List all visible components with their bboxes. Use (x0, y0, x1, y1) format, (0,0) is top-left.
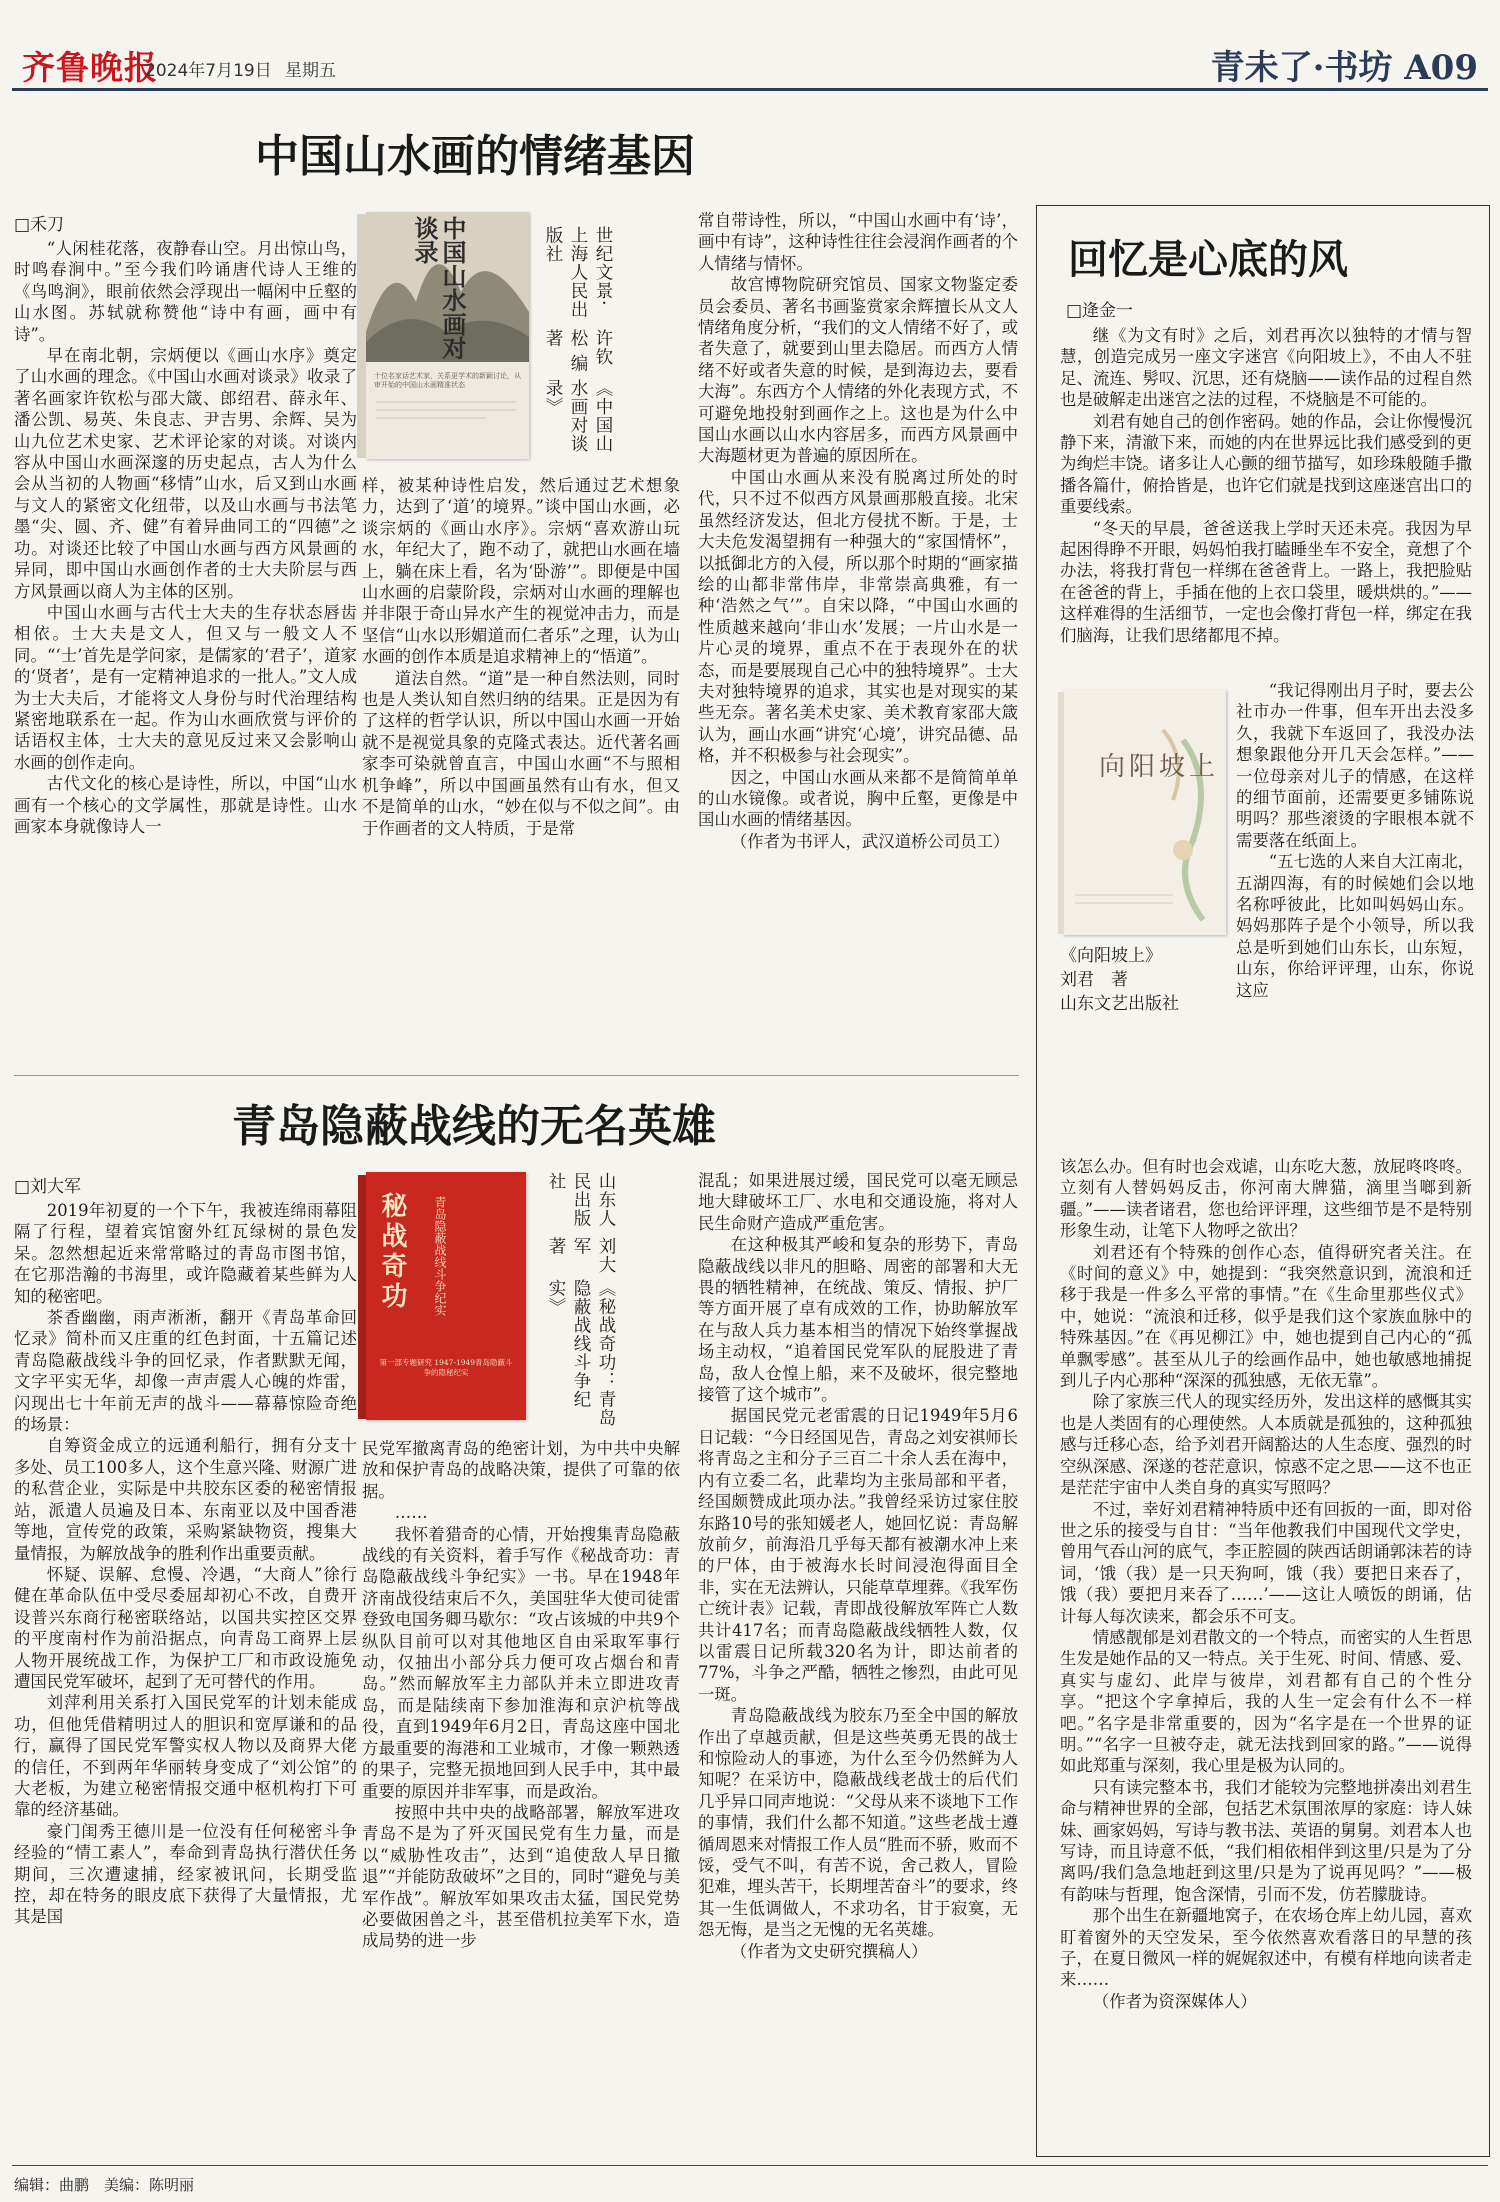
ellipsis: …… (394, 1503, 428, 1523)
article3-author: □逄金一 (1066, 301, 1134, 321)
paragraph: 只有读完整本书，我们才能较为完整地拼凑出刘君生命与精神世界的全部，包括艺术氛围浓厚的家庭：诗人妹妹、画家妈妈，写诗与教书法、英语的舅舅。刘君本人也写诗，而且诗意不低，“我们相依相伴到这里/只是为了分离吗/我们急急地赶到这里/只是为了说再见吗？”——极有韵味与哲理，饱含深情，引而不发，仿若朦胧诗。 (1060, 1777, 1472, 1904)
cover-subtitle: 十位名家话艺术家，关系更学术的新颖讨论，从审开始的中国山水画精准状态 (374, 372, 521, 389)
paragraph: 继《为文有时》之后，刘君再次以独特的才情与智慧，创造完成另一座文字迷宫《向阳坡上》，不由人不驻足、流连、髣叹、沉思，还有烧脑——读作品的过程自然也是破解走出迷宫之法的过程，不烧脑是不可能的。 (1060, 326, 1472, 410)
paragraph: 中国山水画从来没有脱离过所处的时代，只不过不似西方风景画那般直接。北宋虽然经济发达，但北方侵扰不断。于是，士大夫危发渴望拥有一种强大的“家国情怀”，以抵御北方的入侵，所以那个时期的“画家描绘的山都非常伟岸，非常崇高典雅，有一种‘浩然之气’”。自宋以降，“中国山水画的性质越来越向‘非山水’发展；一片山水是一片心灵的境界，重点不在于表现外在的状态，而是要展现自己心中的独特境界”。士大夫对独特境界的追求，其实也是对现实的某些无奈。著名美术史家、美术教育家邵大箴认为，画山水画“讲究‘心境’，讲究品德、品格，并不积极参与社会现实”。 (698, 467, 1018, 766)
article1-column-1 (14, 238, 357, 1060)
article2-column-1 (14, 1200, 357, 2140)
paragraph: 样，被某种诗性启发，然后通过艺术想象力，达到了‘道’的境界。”谈中国山水画，必谈宗炳的《画山水序》。宗炳“喜欢游山玩水，年纪大了，跑不动了，就把山水画在墙上，躺在床上看，名为‘卧游’”。即便是中国山水画的启蒙阶段，宗炳对山水画的理解也并非限于奇山异水产生的视觉冲击力，而是坚信“山水以形媚道而仁者乐”之理，认为山水画的创作本质是追求精神上的“悟道”。 (362, 476, 680, 667)
book-spine (1058, 692, 1064, 934)
paragraph: 道法自然。“道”是一种自然法则，同时也是人类认知自然归纳的结果。正是因为有了这样的哲学认识，所以中国山水画一开始就不是视觉具象的克隆式表达。近代著名画家李可染就曾直言，中国山水画“不与照相机争峰”，所以中国画虽然有山有水，但又不是简单的山水，“妙在似与不似之间”。由于作画者的文人特质，于是常 (362, 668, 680, 838)
article1-column-2 (362, 475, 680, 1060)
article1-title: 中国山水画的情绪基因 (255, 131, 695, 182)
issue-weekday: 星期五 (285, 61, 336, 81)
article1-author: □禾刀 (14, 215, 65, 235)
paragraph: 青岛隐蔽战线为胶东乃至全中国的解放作出了卓越贡献，但是这些英勇无畏的战士和惊险动人的事迹，为什么至今仍然鲜为人知呢？在采访中，隐蔽战线老战士的后代们几乎异口同声地说：“父母从来不谈地下工作的事情，我们什么都不知道。”这些老战士遵循周恩来对情报工作人员“胜而不骄，败而不馁，受气不叫，有苦不说，舍己救人，冒险犯难，埋头苦干，长期埋苦奋斗”的要求，终其一生低调做人，不求功名，甘于寂寞，无怨无悔，是当之无愧的无名英雄。 (698, 1706, 1018, 1940)
cover-title: 中国山水画对谈录 (410, 216, 467, 360)
article2-title: 青岛隐蔽战线的无名英雄 (232, 1101, 716, 1152)
paragraph: 中国山水画与古代士大夫的生存状态唇齿相依。士大夫是文人，但又与一般文人不同。“‘士’首先是学问家，是儒家的‘君子’，道家的‘贤者’，是有一定精神追求的一批人。”文人成为士大夫后，才能将文人身份与时代治理结构紧密地联系在一起。作为山水画欣赏与评价的话语权主体，士大夫的意见反过来又会影响山水画的创作走向。 (14, 602, 357, 772)
section-title: 青未了·书坊 A09 (1210, 48, 1478, 88)
article2-column-3 (698, 1170, 1018, 2138)
author-note: （作者为资深媒体人） (1092, 1991, 1257, 2011)
article1-column-3 (698, 210, 1018, 1060)
paragraph: 刘君还有个特殊的创作心态，值得研究者关注。在《时间的意义》中，她提到：“我突然意识到，流浪和迁移于我是一件多么平常的事情。”在《生命里那些仪式》中，她说：“流浪和迁移，似乎是我们这个家族血脉中的特殊基因。”在《再见柳江》中，她也提到自己内心的“孤单飘零感”。甚至从儿子的绘画作品中，她也敏感地捕捉到儿子内心那种“深深的孤独感，无依无靠”。 (1060, 1242, 1472, 1391)
cover-illustration (1063, 690, 1226, 935)
book-info-xiangyang (1060, 944, 1230, 1016)
book-info-mizhan (543, 1172, 618, 1427)
paragraph: 茶香幽幽，雨声淅淅，翻开《青岛革命回忆录》简朴而又庄重的红色封面，十五篇记述青岛隐蔽战线斗争的回忆录，作者默默无闻，文字平实无华，却像一声声震人心魄的炸雷，闪现出七十年前无声的战斗——幕幕惊险奇绝的场景： (14, 1308, 357, 1435)
article3-top-text (1060, 325, 1472, 675)
article2-column-2 (362, 1438, 680, 2138)
book-publisher-text: 山东人民出版社 (546, 1172, 616, 1228)
cover-tagline: 第一部专题研究 1947-1949青岛隐蔽斗争的隐秘纪实 (379, 1358, 513, 1377)
paragraph: 我怀着猎奇的心情，开始搜集青岛隐蔽战线的有关资料，着手写作《秘战奇功：青岛隐蔽战线斗争纪实》一书。早在1948年济南战役结束后不久，美国驻华大使司徒雷登致电国务卿马歇尔：“攻占该城的中共9个纵队目前可以对其他地区自由采取军事行动，仅抽出小部分兵力便可攻占烟台和青岛。”然而解放军主力部队并未立即进攻青岛，而是陆续南下参加淮海和京沪杭等战役，直到1949年6月2日，青岛这座中国北方最重要的海港和工业城市，才像一颗熟透的果子，完整无损地回到人民手中，其中最重要的原因并非军事，而是政治。 (362, 1524, 680, 1801)
paragraph: 古代文化的核心是诗性，所以，中国“山水画有一个核心的文学属性，那就是诗性。山水画家本身就像诗人一 (14, 774, 357, 836)
paragraph: 2019年初夏的一个下午，我被连绵雨幕阻隔了行程，望着宾馆窗外红瓦绿树的景色发呆。忽然想起近来常常略过的青岛市图书馆，在它那浩瀚的书海里，或许隐藏着某些鲜为人知的秘密吧。 (14, 1201, 357, 1306)
footer-rule (12, 2165, 1488, 2166)
paragraph: 怀疑、误解、怠慢、冷遇，“大商人”徐行健在革命队伍中受尽委屈却初心不改，自费开设普兴东商行秘密联络站，以国共实控区交界的平度南村作为前沿据点，向青岛工商界上层人物开展统战工作，为保护工厂和市政设施免遭国民党军破坏，起到了无可替代的作用。 (14, 1564, 357, 1691)
paragraph: 除了家族三代人的现实经历外，发出这样的感慨其实也是人类固有的心理使然。人本质就是孤独的，这种孤独感与迁移心态，给予刘君开阔豁达的人生态度、强烈的时空纵深感、深遂的苍茫意识，惊惑不定之思——这不也正是茫茫宇宙中人类自身的真实写照吗？ (1060, 1392, 1472, 1498)
book-publisher-text: 世纪文景·上海人民出版社 (543, 226, 613, 319)
book-cover-mizhan (366, 1172, 526, 1420)
paragraph: 民党军撤离青岛的绝密计划，为中共中央解放和保护青岛的战略决策，提供了可靠的依据。 (362, 1439, 680, 1501)
section-divider (14, 1075, 1019, 1076)
article3-bottom-text (1060, 1156, 1472, 2136)
paragraph: 豪门闺秀王德川是一位没有任何秘密斗争经验的“情工素人”，奉命到青岛执行潜伏任务期间，三次遭逮捕，经家被讯问，长期受监控，却在特务的眼皮底下获得了大量情报，尤其是国 (14, 1821, 357, 1927)
paragraph: 该怎么办。但有时也会戏谑，山东吃大葱，放屁咚咚咚。立刻有人替妈妈反击，你河南大牌猫，滴里当啷到新疆。”——读者诸君，您也给评评理，这些细节是不是特别形象生动，让笔下人物呼之欲出？ (1060, 1157, 1472, 1241)
book-author-text: 刘君 著 (1060, 970, 1128, 990)
paragraph: 不过，幸好刘君精神特质中还有回扳的一面，即对俗世之乐的接受与自甘：“当年他教我们中国现代文学史，曾用气吞山河的底气，李正腔圆的陕西话朗诵郭沫若的诗词，‘饿（我）是一只天狗呵，饿（我）要把日来吞了，饿（我）要把月来吞了……’——这让人喷饭的朗诵，估计每人每次读来，都会乐不可支。 (1060, 1499, 1472, 1626)
book-author-text: 许钦松 编著 (543, 328, 613, 373)
newspaper-logo: 齐鲁晚报 (22, 48, 158, 87)
book-title-text: 《向阳坡上》 (1060, 946, 1162, 966)
paragraph: 刘君有她自己的创作密码。她的作品，会让你慢慢沉静下来，清澈下来，而她的内在世界远比我们感受到的更为绚烂丰饶。诸多让人心颤的细节描写，如珍珠般随手撒播各篇什，俯拾皆是，也许它们就是找到这座迷宫出口的重要线索。 (1060, 411, 1472, 517)
paragraph: “冬天的早晨，爸爸送我上学时天还未亮。我因为早起困得睁不开眼，妈妈怕我打瞌睡坐车不安全，竟想了个办法，将我打背包一样绑在爸爸背上。一路上，我把脸贴在爸爸的背上，手插在他的上衣口袋里，暖烘烘的。”——这样难得的生活细节，一定也会像打背包一样，绑定在我们脑海，让我们思绪都甩不掉。 (1060, 518, 1472, 645)
paragraph: 据国民党元老雷震的日记1949年5月6日记载：“今日经国见告，青岛之刘安祺师长将青岛之主和分子三百二十余人丢在海中，内有立委二名，此辈均为主张局部和平者，经国颇赞成此项办法。”我曾经采访过家住胶东路10号的张知媛老人，她回忆说：青岛解放前夕，前海沿几乎每天都有被潮水冲上来的尸体，由于被海水长时间浸泡得面目全非，实在无法辨认，只能草草埋葬。《我军伤亡统计表》记载，青即战役解放军阵亡人数共计417名；而青岛隐蔽战线牺牲人数，仅以雷震日记所载320名为计，即达前者的77%，斗争之严酷，牺牲之惨烈，由此可见一斑。 (698, 1406, 1018, 1704)
book-cover-shanshui (366, 212, 529, 459)
article3-side-text (1236, 680, 1474, 1155)
book-cover-xiangyang (1063, 690, 1226, 935)
paragraph: “五七选的人来自大江南北，五湖四海，有的时候她们会以地名称呼彼此，比如叫妈妈山东。妈妈那阵子是个小领导，所以我总是听到她们山东长，山东短，山东，你给评评理，山东，你说这应 (1236, 852, 1474, 1000)
book-spine (357, 214, 366, 458)
book-info-shanshui (540, 226, 615, 466)
article3-title: 回忆是心底的风 (1068, 236, 1348, 283)
paragraph: 那个出生在新疆地窝子，在农场仓库上幼儿园，喜欢盯着窗外的天空发呆，至今依然喜欢看落日的早慧的孩子，在夏日微风一样的娓娓叙述中，有模有样地向读者走来…… (1060, 1906, 1472, 1990)
book-author-text: 刘大军 著 (546, 1236, 616, 1274)
paragraph: 按照中共中央的战略部署，解放军进攻青岛不是为了歼灭国民党有生力量，而是以“威胁性攻击”，达到“追使敌人早日撤退”“并能防敌破坏”之目的，同时“避免与美军作战”。解放军如果攻击太猛，国民党势必要做困兽之斗，甚至借机拉美军下水，造成局势的进一步 (362, 1802, 680, 1951)
cover-title: 秘战奇功 (377, 1192, 407, 1312)
paragraph: 情感靓郁是刘君散文的一个特点，而密实的人生哲思生发是她作品的又一特点。关于生死、时间、情感、爱、真实与虚幻、此岸与彼岸，刘君都有自己的个性分享。“把这个字拿掉后，我的人生一定会有什么不一样吧。”名字是非常重要的，因为“名字是在一个世界的证明。”“名字一旦被夺走，就无法找到回家的路。”——说得如此郑重与深刻，我心里是极为认同的。 (1060, 1627, 1472, 1776)
book-publisher-text: 山东文艺出版社 (1060, 994, 1179, 1014)
footer-editor-credit: 编辑：曲鹏 美编：陈明丽 (14, 2176, 195, 2194)
book-title-text: 《中国山水画对谈录》 (543, 379, 613, 454)
issue-date: 2024年7月19日 (145, 61, 272, 81)
paragraph: “我记得刚出月子时，要去公社市办一件事，但车开出去没多久，我就下车返回了，我没办法想象跟他分开几天会怎样。”——一位母亲对儿子的情感，在这样的细节面前，还需要更多铺陈说明吗？那些滚烫的字眼根本就不需要落在纸面上。 (1236, 681, 1474, 850)
book-title-text: 《秘战奇功：青岛隐蔽战线斗争纪实》 (546, 1278, 616, 1427)
paragraph: 刘萍利用关系打入国民党军的计划未能成功，但他凭借精明过人的胆识和宽厚谦和的品行，赢得了国民党军警实权人物以及商界大佬的信任，不到两年华丽转身变成了“刘公馆”的大老板，为建立秘密情报交通中枢机构打下可靠的经济基础。 (14, 1693, 357, 1820)
paragraph: 混乱；如果进展过缓，国民党可以毫无顾忌地大肆破坏工厂、水电和交通设施，将对人民生命财产造成严重危害。 (698, 1171, 1018, 1233)
author-note: （作者为书评人，武汉道桥公司员工） (730, 831, 1010, 851)
paragraph: 因之，中国山水画从来都不是简简单单的山水镜像。或者说，胸中丘壑，更像是中国山水画的情绪基因。 (698, 767, 1018, 830)
paragraph: 故宫博物院研究馆员、国家文物鉴定委员会委员、著名书画鉴赏家余辉擅长从文人情绪角度分析，“我们的文人情绪不好了，或者失意了，就要到山里去隐居。而西方人情绪不好或者失意的时候，是到海边去，要看大海”。东西方个人情绪的外化表现方式，不可避免地投射到画作之上。这也是为什么中国山水画以山水内容居多，而西方风景画中大海题材更为普遍的原因所在。 (698, 275, 1018, 466)
author-note: （作者为文史研究撰稿人） (730, 1941, 928, 1961)
article2-author: □刘大军 (14, 1177, 82, 1197)
header-rule (12, 88, 1488, 91)
book-spine (358, 1175, 366, 1419)
cover-title: 向阳坡上 (1099, 752, 1220, 782)
paragraph: “人闲桂花落，夜静春山空。月出惊山鸟，时鸣春涧中。”至今我们吟诵唐代诗人王维的《鸟鸣涧》，眼前依然会浮现出一幅闲中丘壑的山水图。苏轼就称赞他“诗中有画，画中有诗”。 (14, 239, 357, 344)
paragraph: 自筹资金成立的远通利船行，拥有分支十多处、员工100多人，这个生意兴隆、财源广进的私营企业，实际是中共胶东区委的秘密情报站，派遣人员遍及日本、东南亚以及中国香港等地，宣传党的政策，采购紧缺物资，搜集大量情报，为解放战争的胜利作出重要贡献。 (14, 1436, 357, 1563)
paragraph: 在这种极其严峻和复杂的形势下，青岛隐蔽战线以非凡的胆略、周密的部署和大无畏的牺牲精神，在统战、策反、情报、护厂等方面开展了卓有成效的工作，协助解放军在与敌人兵力基本相当的情况下始终掌握战场主动权，“追着国民党军队的屁股进了青岛，敌人仓惶上船，来不及破坏，很完整地接管了这个城市”。 (698, 1235, 1018, 1405)
paragraph: 早在南北朝，宗炳便以《画山水序》奠定了山水画的理念。《中国山水画对谈录》收录了著名画家许钦松与邵大箴、郎绍君、薛永年、潘公凯、易英、朱良志、尹吉男、余辉、吴为山九位艺术史家、艺术评论家的对谈。对谈内容从中国山水画深邃的历史起点，古人为什么会从当初的人物画“移情”山水，后又到山水画与文人的紧密文化纽带，以及山水画与书法笔墨“尖、圆、齐、健”有着异曲同工的“四德”之功。对谈还比较了中国山水画与西方风景画的异同，即中国山水画创作者的士大夫阶层与西方风景画以商人为主体的区别。 (14, 346, 357, 601)
cover-subtitle: 青岛隐蔽战线斗争纪实 (433, 1196, 447, 1316)
paragraph: 常自带诗性，所以，“中国山水画中有‘诗’，画中有诗”，这种诗性往往会浸润作画者的个人情绪与情怀。 (698, 211, 1018, 273)
